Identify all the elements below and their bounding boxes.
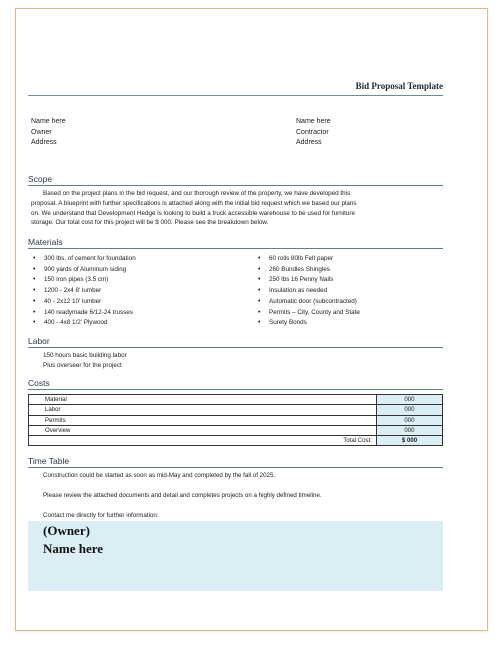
material-item: • 140 readymade 6/12-24 trusses — [31, 308, 136, 319]
cost-item: Material — [29, 395, 377, 405]
timetable-line: Construction could be started as soon as mid-May and completed by the fall of 2025. — [43, 472, 276, 479]
cost-amount: 000 — [377, 415, 443, 425]
cost-item: Overview — [29, 425, 377, 435]
cost-item: Labor — [29, 405, 377, 415]
table-row — [29, 425, 443, 435]
costs-table — [28, 394, 443, 446]
cost-amount: 000 — [377, 425, 443, 435]
material-item: • 60 rolls 80lb Felt paper — [256, 254, 360, 265]
material-item: • 250 lbs 16 Penny Nails — [256, 275, 360, 286]
cost-amount: 000 — [377, 405, 443, 415]
scope-line: Based on the project plans in the bid request, and our thorough review of the property, we have developed this — [43, 190, 351, 197]
labor-line: 150 hours basic building labor — [43, 352, 127, 359]
scope-paragraph — [31, 189, 443, 228]
labor-details — [43, 351, 127, 372]
material-item: • 260 Bundles Shingles — [256, 265, 360, 276]
timetable-line: Please review the attached documents and detail and completes projects on a highly defined timeline. — [43, 492, 322, 499]
contractor-address-block — [296, 117, 331, 149]
owner-address-block — [31, 117, 66, 149]
material-item: • 1200 - 2x4 8' lumber — [31, 286, 136, 297]
timetable-heading: Time Table — [28, 456, 443, 468]
contractor-role: Contractor — [296, 128, 329, 136]
table-row — [29, 415, 443, 425]
table-row — [29, 395, 443, 405]
materials-heading: Materials — [28, 237, 443, 249]
scope-heading: Scope — [28, 174, 443, 186]
scope-line: storage. Our total cost for this project will be $ 000. Please see the breakdown below. — [31, 219, 269, 227]
signature-name: Name here — [43, 541, 104, 556]
owner-address: Address — [31, 139, 57, 146]
costs-heading: Costs — [28, 378, 443, 390]
materials-list-right — [256, 254, 360, 329]
labor-heading: Labor — [28, 336, 443, 348]
scope-line: proposal. A blueprint with further specifications is attached along with the initial bid request which we based our plans — [31, 199, 357, 207]
material-item: • Permits – City, County and State — [256, 308, 360, 319]
total-cost-amount: $ 000 — [377, 436, 443, 446]
material-item: • 400 - 4x8 1/2' Plywood — [31, 318, 136, 329]
materials-list-left — [31, 254, 136, 329]
contractor-address: Address — [296, 139, 322, 146]
table-row — [29, 436, 443, 446]
material-item: • 300 lbs. of cement for foundation — [31, 254, 136, 265]
material-item: • Insulation as needed — [256, 286, 360, 297]
contact-line: Contact me directly for further information: — [43, 512, 159, 519]
contractor-name: Name here — [296, 118, 331, 125]
cost-item: Permits — [29, 415, 377, 425]
material-item: • 900 yards of Aluminum siding — [31, 265, 136, 276]
table-row — [29, 405, 443, 415]
document-title: Bid Proposal Template — [355, 81, 443, 91]
material-item: • 40 - 2x12 10' lumber — [31, 297, 136, 308]
signature-role: (Owner) — [43, 523, 90, 538]
material-item: • Automatic door (subcontracted) — [256, 297, 360, 308]
total-cost-label: Total Cost: — [29, 436, 377, 446]
scope-line: on. We understand that Development Hedge is looking to build a truck accessible warehouse to be used for furniture — [31, 209, 356, 217]
material-item: • Surety Bonds — [256, 318, 360, 329]
title-rule — [28, 81, 443, 96]
material-item: • 150 iron pipes (3.5 cm) — [31, 275, 136, 286]
owner-name: Name here — [31, 118, 66, 125]
cost-amount: 000 — [377, 395, 443, 405]
labor-line: Plus overseer for the project — [43, 362, 122, 370]
owner-role: Owner — [31, 128, 52, 136]
